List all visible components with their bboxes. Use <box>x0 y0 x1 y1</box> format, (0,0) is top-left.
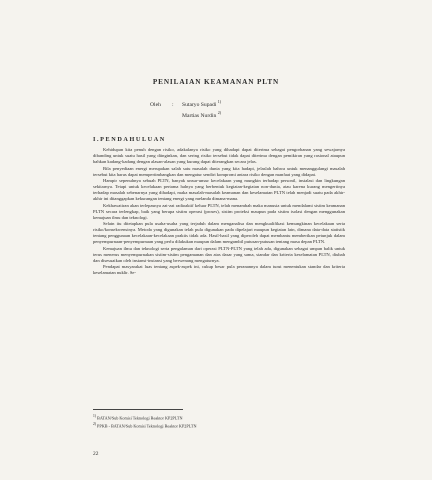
footnote-divider <box>93 409 183 410</box>
author-footnote-mark: 1) <box>217 99 222 104</box>
paragraph: Hampir sepenuhnya sebuah PLTN, banyak unsur-unsur kecelakaan yang mungkin terhadap personil, instalasi dan lingkungan sekitarnya. Tetapi untuk kecelakaan pertama halnya yang berbentuk kegiatan-kegiatan non-dunia, atau karena kurang mengertinya terhadap masalah sebenarnya yang dihadapi, maka masalah-masalah keamanan dan keselamatan PLTN telah menjadi suatu pada akhir-akhir ini ditanggapkan kekurangan tentang energi yang melanda dimana-mana. <box>93 178 345 202</box>
page-number: 22 <box>93 451 99 457</box>
footnotes <box>93 413 353 430</box>
author-separator: : <box>172 101 174 108</box>
paragraph: Pendapat masyarakat luas tentang aspek-aspek ini, cukup besar pula peranannya dalam turut menentukan standar dan kriteria keselamatan nuklir. Se- <box>93 264 345 276</box>
author-row <box>150 109 221 120</box>
paragraph: Kekhawatiran akan terlepasnya zat-zat radioaktif keluar PLTN, telah menambah maka manusia untuk mendalami sistim keamanan PLTN secara terlengkap, baik yang berupa sistim operasi (proses), sistim proteksi maupun pada sistim isolasi dengan menggunakan kemajuan ilmu dan teknologi. <box>93 202 345 220</box>
author-row <box>150 98 221 109</box>
author-label: Oleh <box>150 101 161 108</box>
body-text <box>93 147 345 277</box>
paragraph: Kemajuan ilmu dan teknologi serta pengalaman dari operasi PLTN-PLTN yang telah ada, digunakan sebagai umpan balik untuk terus menerus menyempurnakan sistim-sistim pengamanan dan atas dasar yang sama, standar dan kriteria keselamatan PLTN, diubah dan disesuaikan oleh instansi-instansi yang berwenang mengaturnya. <box>93 245 345 263</box>
footnote-text: PPKB - BATAN/Sub Komisi Teknologi Reaktor KP2PLTN <box>97 423 197 429</box>
footnote-mark: 1) <box>93 414 96 418</box>
footnote-text: BATAN/Sub Komisi Teknologi Reaktor KP2PLTN <box>97 415 183 421</box>
footnote <box>93 413 353 421</box>
paragraph: Kehidupan kita penuh dengan risiko, adakalanya risiko yang dihadapi dapat diterima sebagai pengorbanan yang sewajarnya dibanding untuk suatu hasil yang diinginkan, dan sering risiko tersebut tidak dapat diterima dengan pemikiran yang rasional ataupun bahkan kadang-kadang dengan alasan-alasan yang kurang dapat diterangkan secara jelas. <box>93 147 345 165</box>
document-title: PENILAIAN KEAMANAN PLTN <box>152 78 280 86</box>
paragraph: Bila penyediaan energi merupakan salah satu masalah dunia yang kita hadapi, jelaslah bahwa untuk menanggulangi masalah tersebut kita harus dapat mempertimbangkan dan mengatur sendiri kompromi antara risiko dengan manfaat yang didapat. <box>93 165 345 177</box>
footnote-mark: 2) <box>93 422 96 427</box>
section-heading: I.PENDAHULUAN <box>93 136 166 143</box>
author-block <box>150 98 221 120</box>
paragraph: Selain itu ditetapkan pula usaha-usaha yang terjaduh dalam menganalisa dan mengkualifikasi kemungkinan kecelakaan serta risiko/konsekwensinya. Metoda yang digunakan telah pula digunakan pada dipelajari maupun kegiatan lain, dimana data-data statistik tentang penggunaan kecelakaan-kecelakaan praktis tidak ada. Hasil-hasil yang diperoleh dapat membantu memberikan petunjuk dalam penyempurnaan-penyempurnaan yang perlu dilakukan maupun dalam mengambil putusan-putusan tentang masa depan PLTN. <box>93 221 345 245</box>
author-footnote-mark: 2) <box>217 109 222 115</box>
author-name: Martias Nurdin <box>182 112 217 119</box>
footnote <box>93 421 353 429</box>
author-name: Sutaryo Supadi <box>182 101 217 108</box>
